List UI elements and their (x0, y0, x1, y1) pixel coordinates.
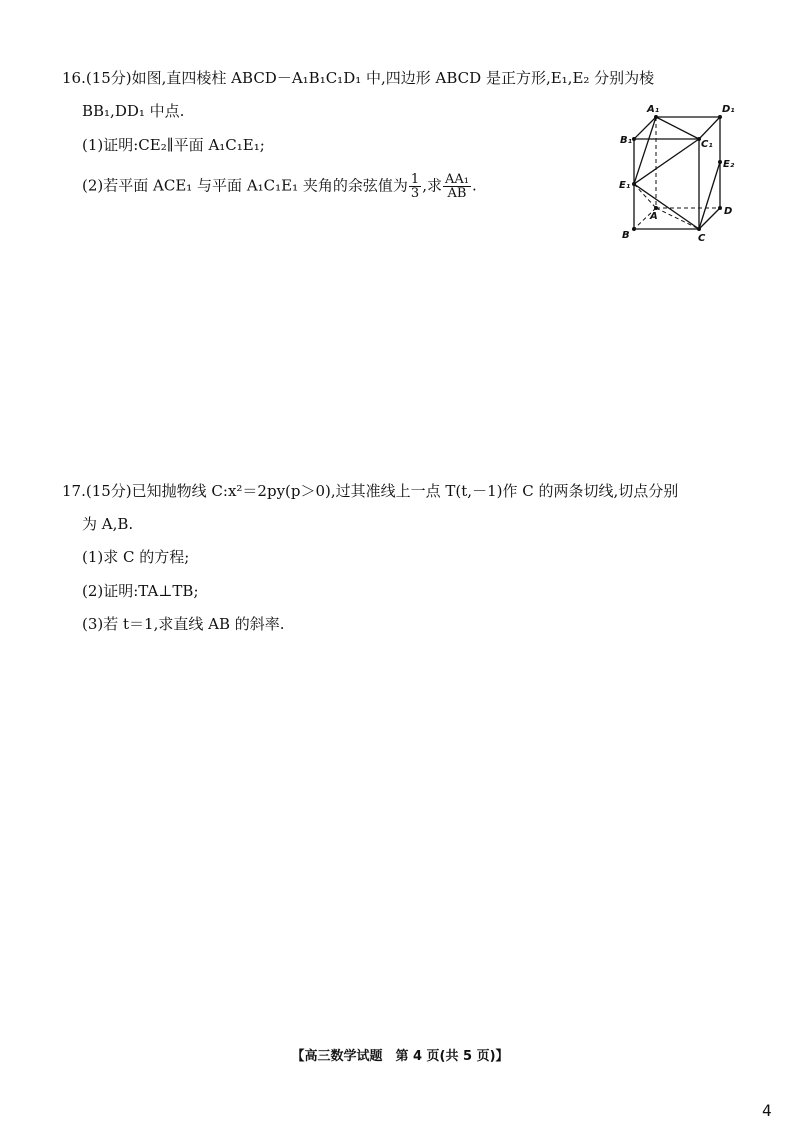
label-c1: C₁ (701, 139, 713, 150)
label-d: D (724, 206, 733, 217)
fraction-one-third (409, 173, 421, 200)
label-e1: E₁ (619, 180, 631, 191)
label-a1: A₁ (647, 104, 660, 115)
prism-figure (612, 98, 742, 246)
frac1-numerator: 1 (410, 172, 420, 187)
frac2-denominator: AB (447, 186, 467, 201)
point-b (632, 227, 636, 231)
point-e1 (632, 182, 636, 186)
q17-part2: (2)证明:TA⊥TB; (82, 582, 199, 600)
label-b1: B₁ (620, 135, 633, 146)
label-e2: E₂ (723, 159, 735, 170)
point-a (654, 206, 658, 210)
q16-line2: BB₁,DD₁ 中点. (82, 102, 185, 120)
label-d1: D₁ (722, 104, 735, 115)
point-d1 (718, 115, 722, 119)
segment-a1-c1 (656, 117, 699, 139)
segment-e1-c (634, 184, 699, 229)
q17-line1: 17.(15分)已知抛物线 C:x²＝2py(p＞0),过其准线上一点 T(t,－1)作 C 的两条切线,切点分别 (62, 482, 679, 500)
point-a1 (654, 115, 658, 119)
q16-part1: (1)证明:CE₂∥平面 A₁C₁E₁; (82, 136, 265, 154)
label-a: A (650, 211, 658, 222)
q17-line2: 为 A,B. (82, 515, 134, 533)
q16-part2-mid: ,求 (422, 176, 442, 195)
point-e2 (718, 160, 722, 164)
frac2-numerator: AA₁ (444, 172, 469, 187)
label-c: C (698, 233, 706, 244)
q16-part2 (82, 173, 477, 200)
q17-part1: (1)求 C 的方程; (82, 548, 190, 566)
point-b1 (632, 137, 636, 141)
frac1-denominator: 3 (410, 186, 420, 201)
fraction-aa1-ab (443, 173, 471, 200)
hidden-segment-a-c (656, 208, 699, 229)
page-footer: 【高三数学试题 第 4 页(共 5 页)】 (291, 1049, 509, 1064)
segment-e1-c1 (634, 139, 699, 184)
page-number: 4 (762, 1101, 772, 1120)
q16-line1: 16.(15分)如图,直四棱柱 ABCD－A₁B₁C₁D₁ 中,四边形 ABCD 是正方形,E₁,E₂ 分别为棱 (62, 69, 655, 87)
label-b: B (622, 230, 630, 241)
hidden-segment-e1-a (634, 184, 656, 208)
q17-part3: (3)若 t＝1,求直线 AB 的斜率. (82, 615, 285, 633)
q16-part2-end: . (471, 176, 477, 195)
point-d (718, 206, 722, 210)
segment-a1-e1 (634, 117, 656, 184)
point-c (697, 227, 701, 231)
edge-d1-c1 (699, 117, 720, 139)
q16-part2-prefix: (2)若平面 ACE₁ 与平面 A₁C₁E₁ 夹角的余弦值为 (82, 176, 408, 195)
